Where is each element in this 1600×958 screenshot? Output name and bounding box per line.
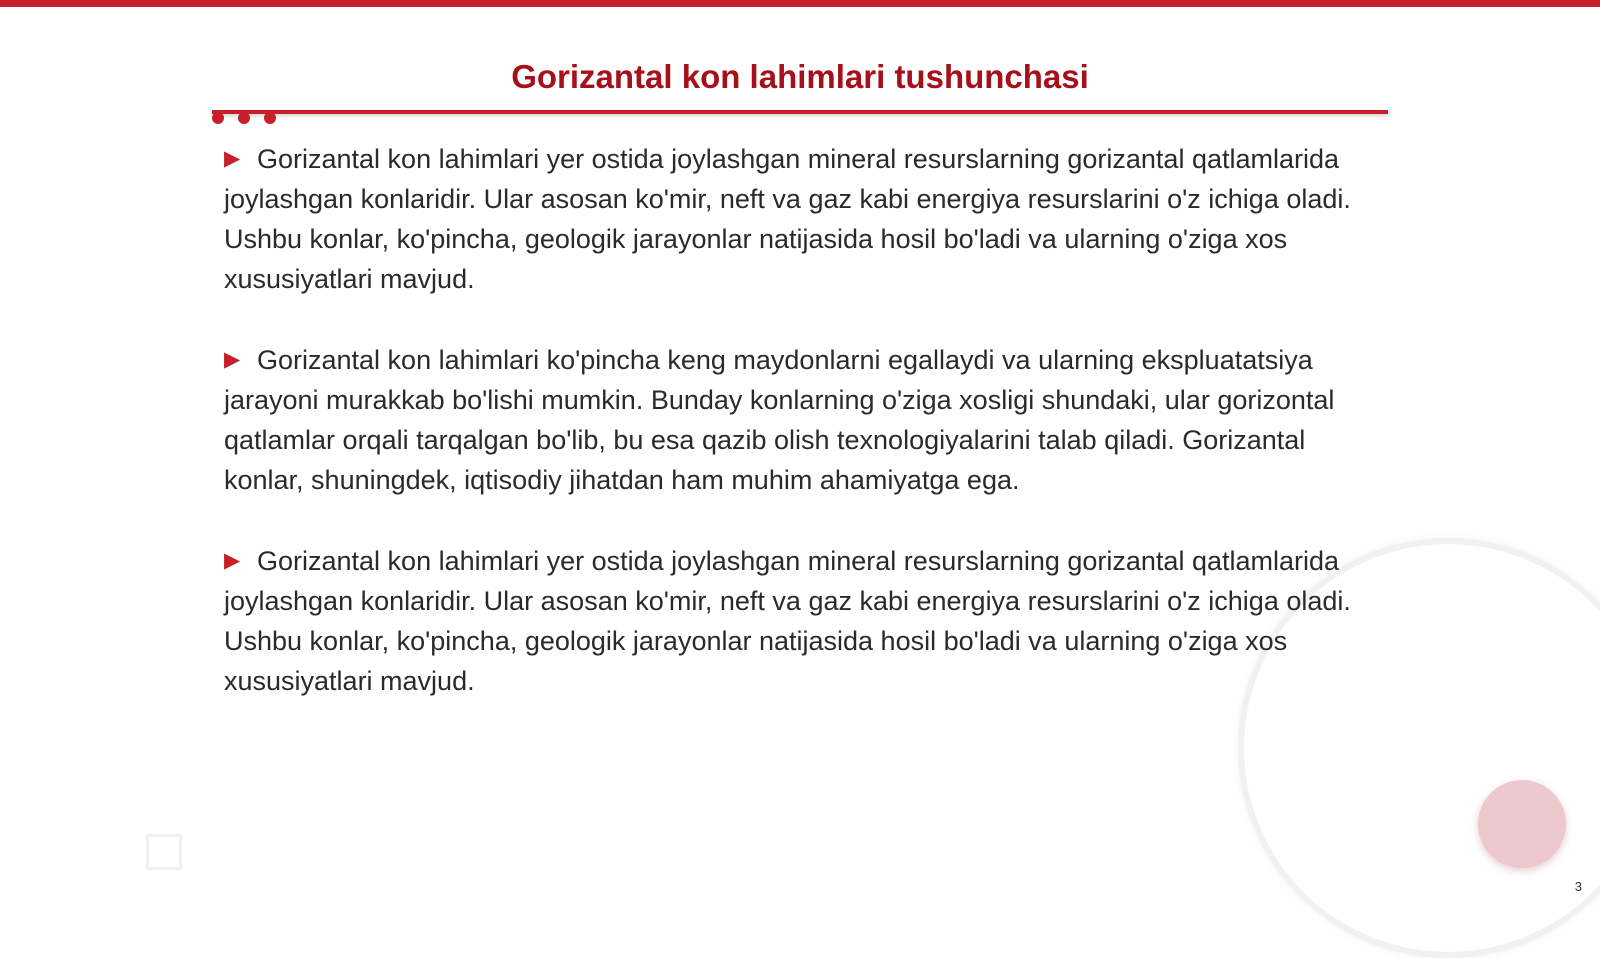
slide-title: Gorizantal kon lahimlari tushunchasi	[511, 58, 1089, 95]
bullet-list	[224, 139, 1364, 742]
underline-dot	[212, 112, 224, 124]
bullet-text: Gorizantal kon lahimlari yer ostida joylashgan mineral resurslarning gorizantal qatlamlarida joylashgan konlaridir. Ular asosan ko'mir, neft va gaz kabi energiya resurslarini o'z ichiga oladi. Ushbu konlar, ko'pincha, geologik jarayonlar natijasida hosil bo'ladi va ularning o'ziga xos xususiyatlari mavjud.	[224, 144, 1351, 294]
underline-dot	[264, 112, 276, 124]
top-accent-bar	[0, 0, 1600, 7]
decorative-square	[146, 834, 182, 870]
decorative-pink-circle	[1478, 780, 1566, 868]
bullet-text: Gorizantal kon lahimlari ko'pincha keng maydonlarni egallaydi va ularning ekspluatatsiya jarayoni murakkab bo'lishi mumkin. Bunday konlarning o'ziga xosligi shundaki, ular gorizontal qatlamlar orqali tarqalgan bo'lib, bu esa qazib olish texnologiyalarini talab qiladi. Gorizantal konlar, shuningdek, iqtisodiy jihatdan ham muhim ahamiyatga ega.	[224, 345, 1335, 495]
bullet-item	[224, 139, 1364, 299]
page-number: 3	[1574, 879, 1582, 894]
triangle-bullet-icon: ▶	[224, 348, 241, 371]
underline-dot	[238, 112, 250, 124]
triangle-bullet-icon: ▶	[224, 549, 241, 572]
bullet-text: Gorizantal kon lahimlari yer ostida joylashgan mineral resurslarning gorizantal qatlamlarida joylashgan konlaridir. Ular asosan ko'mir, neft va gaz kabi energiya resurslarini o'z ichiga oladi. Ushbu konlar, ko'pincha, geologik jarayonlar natijasida hosil bo'ladi va ularning o'ziga xos xususiyatlari mavjud.	[224, 546, 1351, 696]
bullet-item	[224, 340, 1364, 500]
triangle-bullet-icon: ▶	[224, 147, 241, 170]
bullet-item	[224, 541, 1364, 701]
title-underline	[212, 110, 1388, 114]
